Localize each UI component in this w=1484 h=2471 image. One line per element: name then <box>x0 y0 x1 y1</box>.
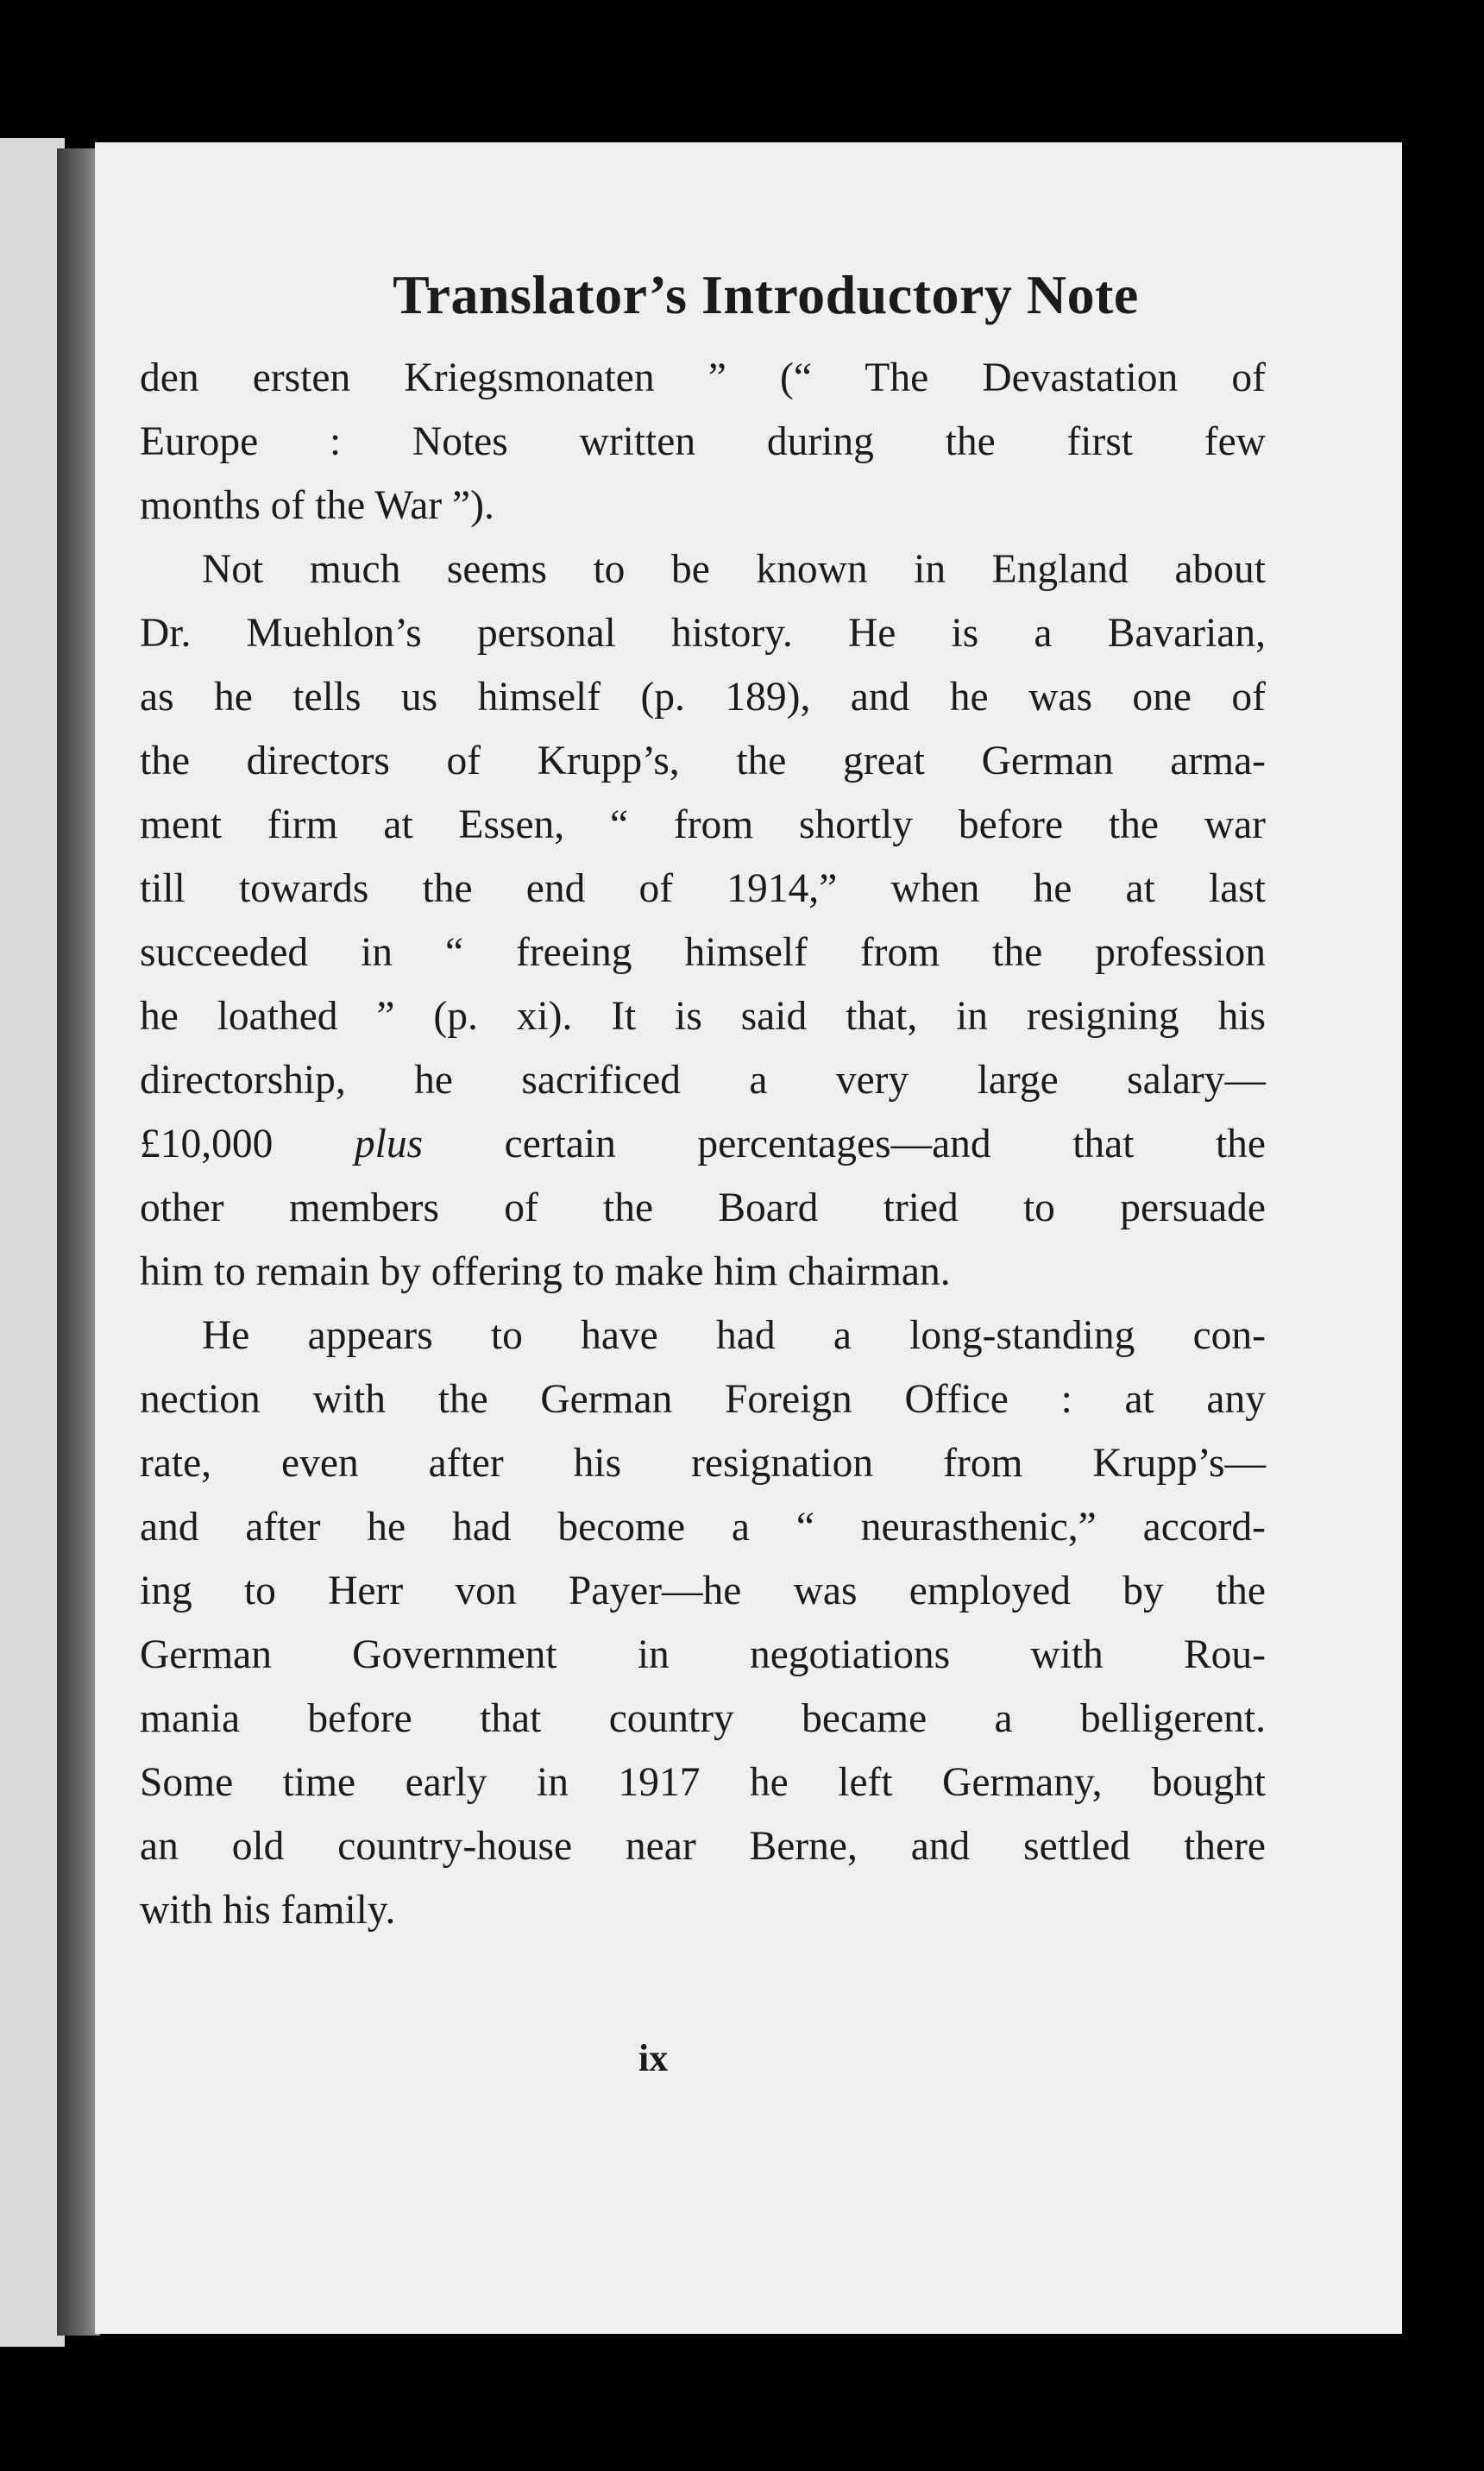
text-line: the directors of Krupp’s, the great German arma- <box>140 739 1266 783</box>
text-line: and after he had become a “ neurasthenic,” accord- <box>140 1505 1266 1550</box>
text-line: months of the War ”). <box>140 483 494 528</box>
text-line: he loathed ” (p. xi). It is said that, in resigning his <box>140 994 1266 1039</box>
page-title: Translator’s Introductory Note <box>393 264 1139 325</box>
text-line: Not much seems to be known in England about <box>202 547 1266 592</box>
text-line: rate, even after his resignation from Krupp’s— <box>140 1441 1266 1486</box>
text-line: succeeded in “ freeing himself from the profession <box>140 930 1266 975</box>
paragraph <box>140 1304 1266 1942</box>
text-line: an old country-house near Berne, and settled there <box>140 1824 1266 1869</box>
paragraph <box>140 346 1266 538</box>
text-line: with his family. <box>140 1888 396 1933</box>
text-line: other members of the Board tried to persuade <box>140 1185 1266 1230</box>
text-line: Dr. Muehlon’s personal history. He is a Bavarian, <box>140 611 1266 656</box>
text-line: nection with the German Foreign Office : at any <box>140 1377 1266 1422</box>
text-line: mania before that country became a belligerent. <box>140 1696 1266 1741</box>
text-line: Some time early in 1917 he left Germany, bought <box>140 1760 1266 1805</box>
text-line: He appears to have had a long-standing con- <box>202 1313 1266 1358</box>
text-line: till towards the end of 1914,” when he at last <box>140 866 1266 911</box>
text-line: directorship, he sacrificed a very large salary— <box>140 1058 1266 1103</box>
text-line: as he tells us himself (p. 189), and he was one of <box>140 675 1266 720</box>
page-number: ix <box>638 2037 669 2079</box>
text-line: ment firm at Essen, “ from shortly before the war <box>140 802 1266 847</box>
book-page <box>95 142 1402 2334</box>
text-line: ing to Herr von Payer—he was employed by the <box>140 1569 1266 1613</box>
text-line: him to remain by offering to make him chairman. <box>140 1249 951 1294</box>
text-line: German Government in negotiations with Rou- <box>140 1632 1266 1677</box>
page-binding-edge <box>57 148 100 2336</box>
italic-word: plus <box>354 1122 424 1166</box>
text-line: £10,000 plus certain percentages—and that the <box>140 1122 1266 1166</box>
adjacent-page <box>0 138 65 2347</box>
text-line: Europe : Notes written during the first few <box>140 419 1266 464</box>
paragraph <box>140 538 1266 1304</box>
text-line: den ersten Kriegsmonaten ” (“ The Devastation of <box>140 355 1266 400</box>
body-text <box>140 346 1266 1942</box>
